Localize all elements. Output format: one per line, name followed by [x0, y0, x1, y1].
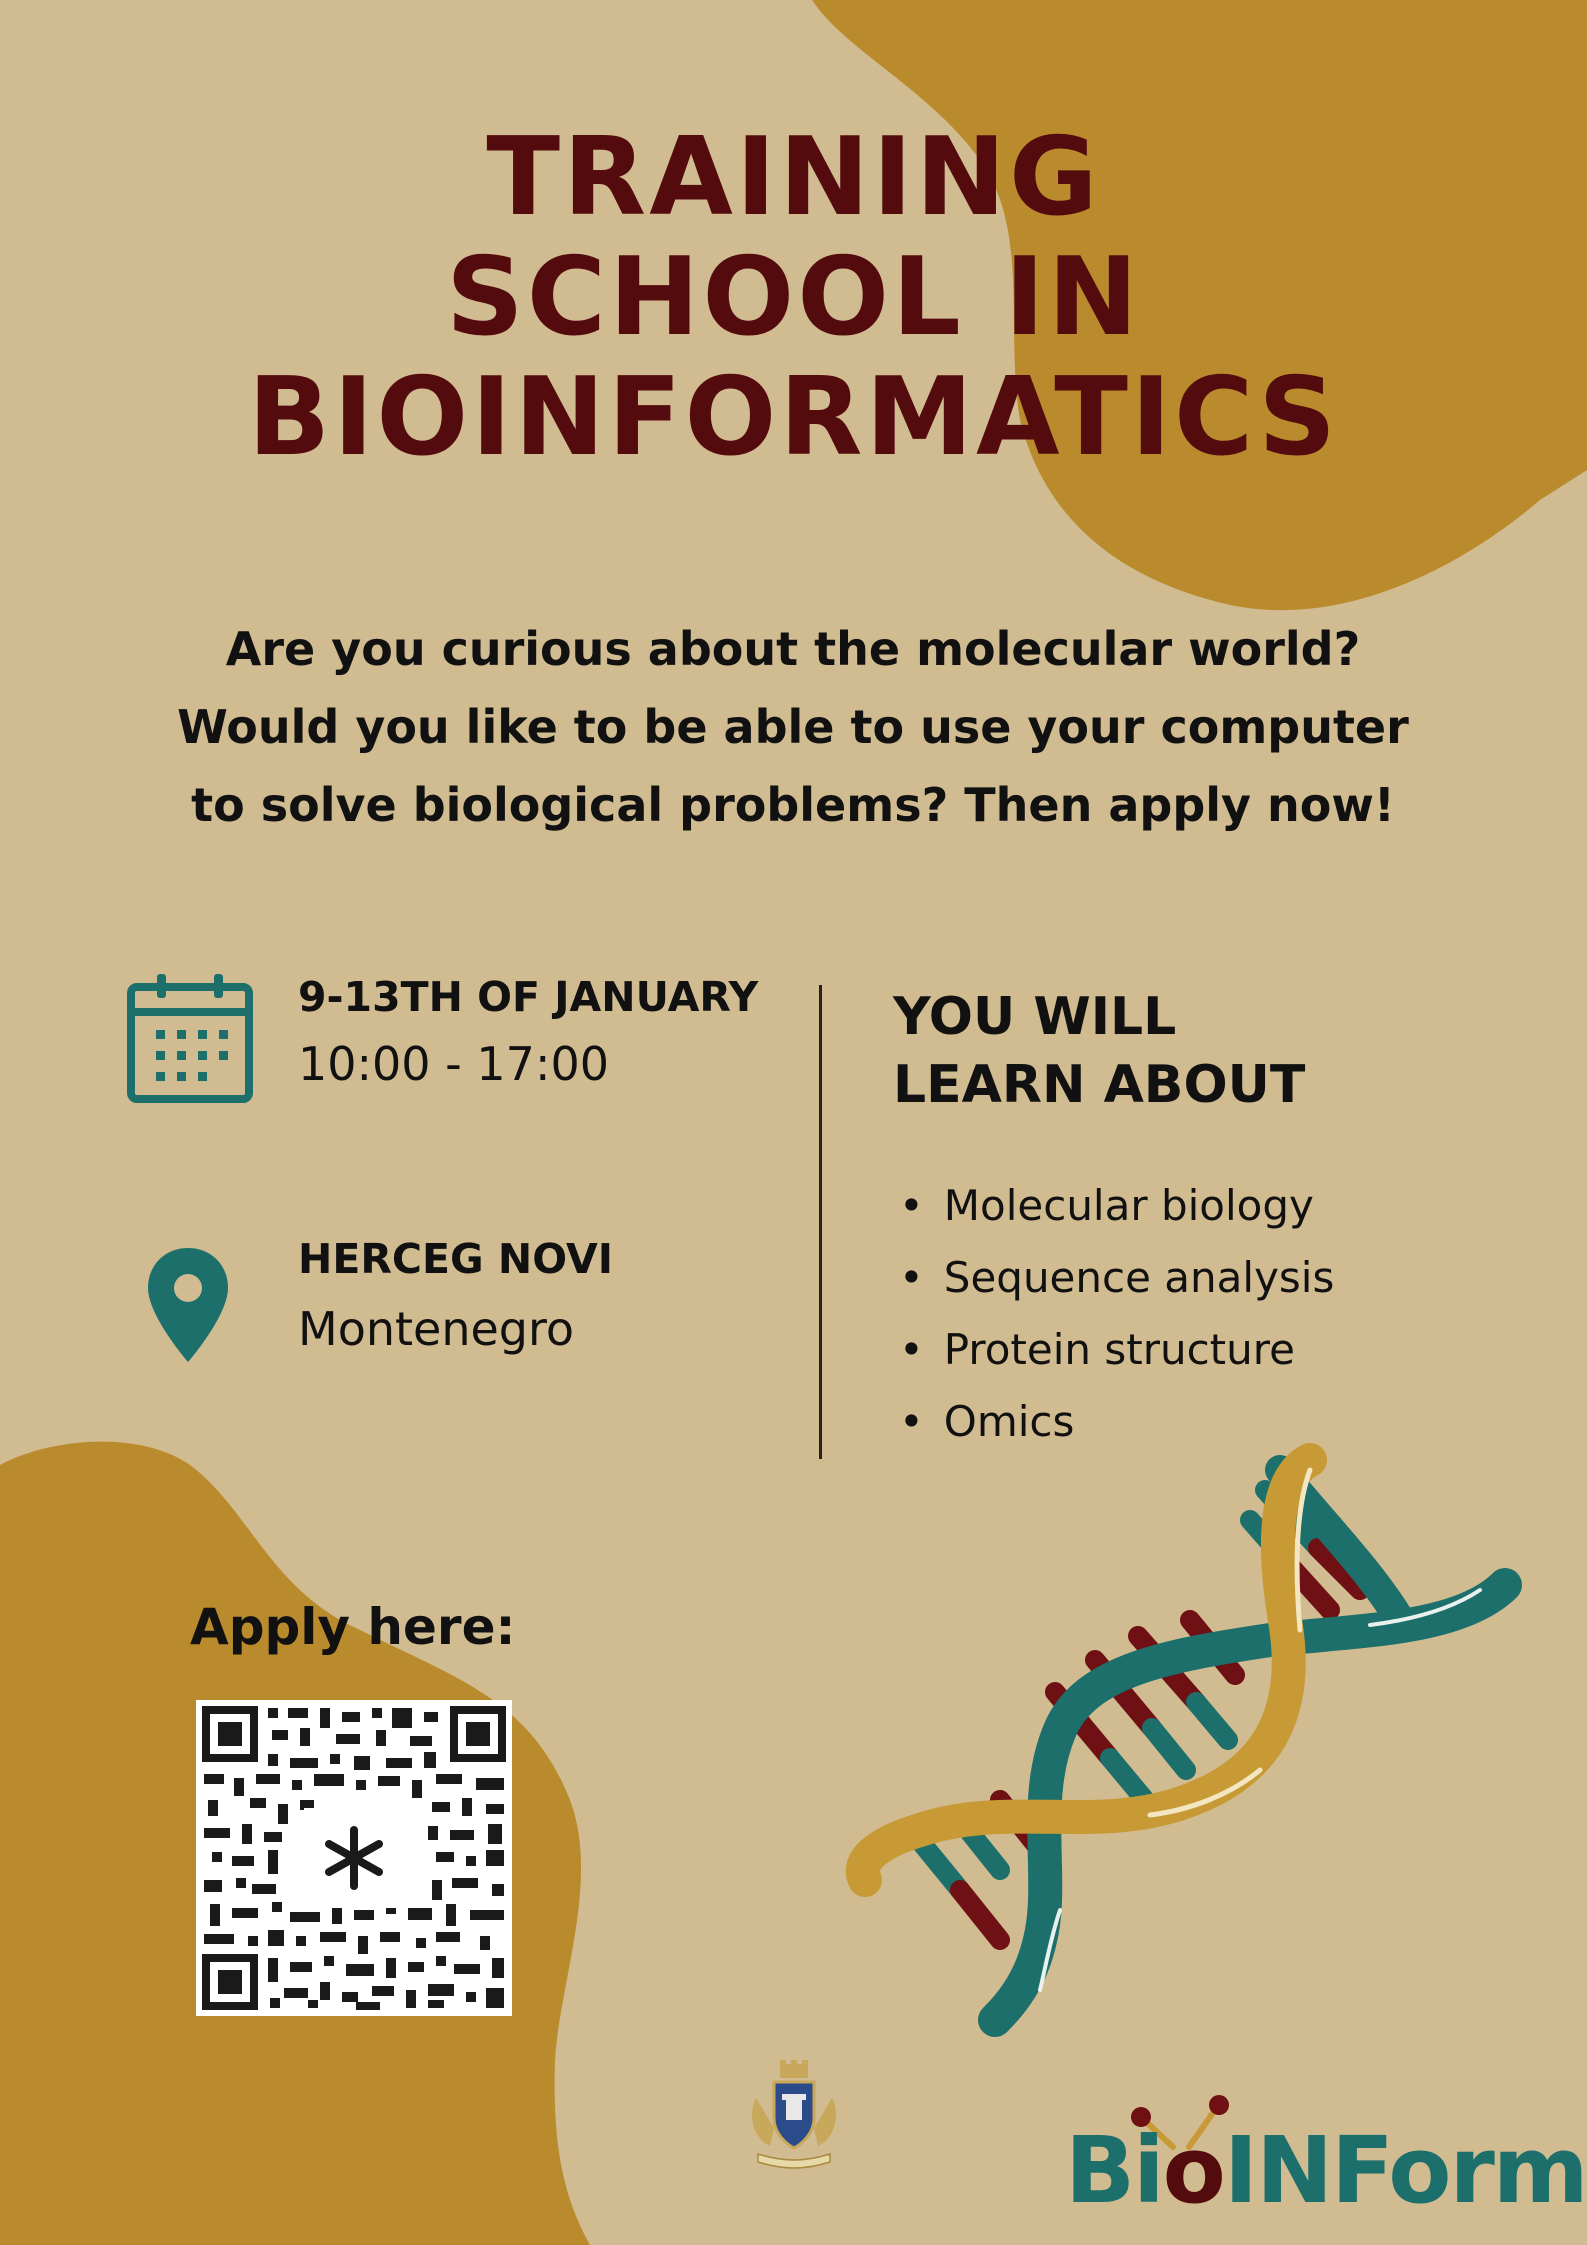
- logo-wordmark: [1065, 2117, 1587, 2224]
- event-city: HERCEG NOVI: [298, 1235, 613, 1283]
- intro-line: to solve biological problems? Then apply now!: [191, 778, 1395, 832]
- event-time: 10:00 - 17:00: [298, 1037, 609, 1091]
- learn-heading-line: LEARN ABOUT: [893, 1055, 1306, 1115]
- bioinform-logo: [1065, 2095, 1587, 2225]
- topic-item: • Molecular biology: [893, 1170, 1334, 1242]
- event-country: Montenegro: [298, 1302, 575, 1356]
- event-date: 9-13TH OF JANUARY: [298, 973, 759, 1021]
- logo-text-inform: INForm: [1223, 2117, 1587, 2224]
- qr-code[interactable]: [196, 1700, 512, 2016]
- vertical-divider: [819, 985, 822, 1459]
- topic-item: • Protein structure: [893, 1314, 1334, 1386]
- title-line: SCHOOL IN: [445, 235, 1142, 360]
- logo-text-bi: Bi: [1065, 2117, 1163, 2224]
- learn-heading-line: YOU WILL: [893, 987, 1177, 1047]
- logo-text-o: o: [1162, 2117, 1224, 2224]
- learn-heading: [893, 983, 1305, 1119]
- dna-illustration: [840, 1440, 1540, 2040]
- city-crest-logo: [744, 2058, 844, 2178]
- topics-list: [893, 1170, 1334, 1458]
- title-line: BIOINFORMATICS: [247, 355, 1340, 480]
- topic-item: • Omics: [893, 1386, 1334, 1458]
- topic-item: • Sequence analysis: [893, 1242, 1334, 1314]
- intro-line: Are you curious about the molecular world?: [225, 622, 1361, 676]
- location-pin-icon: [146, 1246, 230, 1364]
- intro-line: Would you like to be able to use your computer: [177, 700, 1409, 754]
- event-title: [0, 115, 1587, 480]
- calendar-icon: [126, 972, 254, 1104]
- apply-label: Apply here:: [190, 1598, 516, 1656]
- title-line: TRAINING: [486, 115, 1101, 240]
- intro-text: [143, 610, 1443, 844]
